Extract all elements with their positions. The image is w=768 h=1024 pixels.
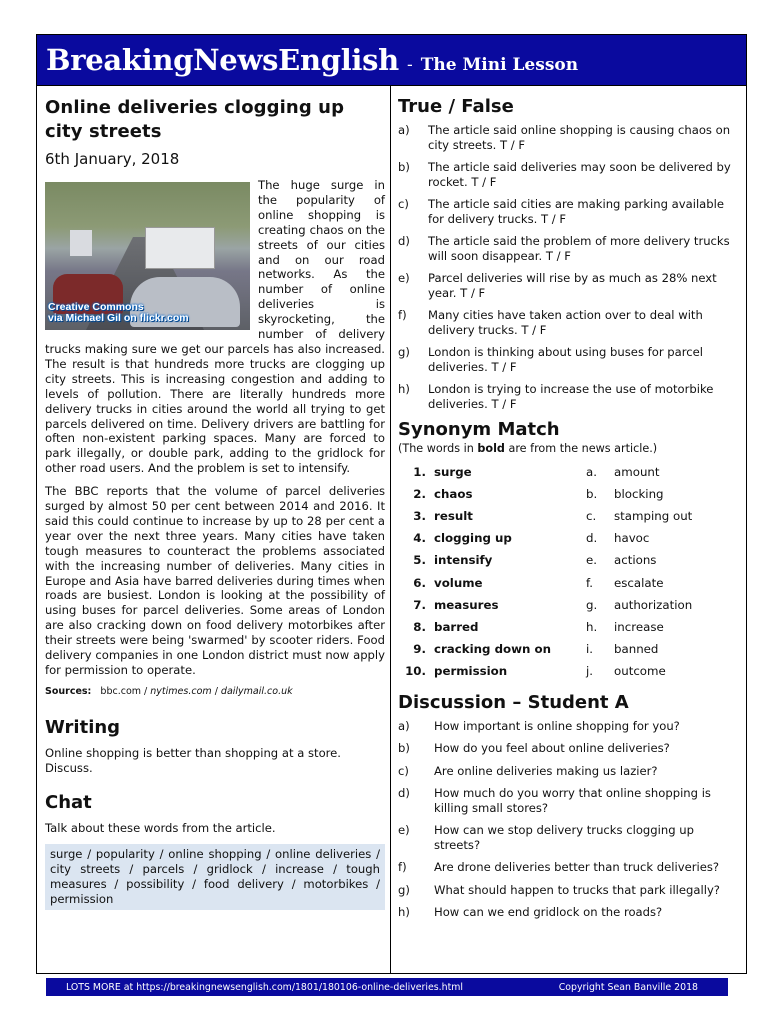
list-item: d) How much do you worry that online shopping is killing small stores? — [398, 786, 711, 815]
discussion-heading: Discussion – Student A — [398, 691, 629, 713]
right-column — [398, 96, 740, 928]
footer-copyright: Copyright Sean Banville 2018 — [558, 981, 698, 993]
footer-link[interactable]: LOTS MORE at https://breakingnewsenglish.com/1801/180106-online-deliveries.html — [66, 981, 464, 993]
true-false-list — [398, 123, 740, 411]
list-item: b) The article said deliveries may soon be delivered by rocket. T / F — [398, 160, 731, 189]
list-item: a) The article said online shopping is causing chaos on city streets. T / F — [398, 123, 731, 152]
table-row: 2. chaos b. blocking — [413, 487, 664, 502]
writing-heading: Writing — [45, 716, 121, 738]
table-row: 10. permission j. outcome — [405, 663, 666, 678]
discussion-list — [398, 719, 740, 920]
list-item: b) How do you feel about online deliveries? — [398, 741, 670, 756]
banner-separator: - — [406, 55, 413, 75]
list-item: g) What should happen to trucks that park illegally? — [398, 882, 720, 897]
article-date: 6th January, 2018 — [45, 150, 180, 168]
list-item: e) How can we stop delivery trucks clogging up streets? — [398, 823, 694, 852]
source-link[interactable]: bbc.com — [100, 685, 142, 697]
table-row: 8. barred h. increase — [413, 619, 664, 634]
chat-word-box: surge / popularity / online shopping / online deliveries / city streets / parcels / gridlock / increase / tough measures / possibility / food delivery / motorbikes / permission — [45, 844, 385, 910]
brand-name: BreakingNewsEnglish — [46, 43, 399, 77]
column-divider — [390, 86, 391, 974]
list-item: h) How can we end gridlock on the roads? — [398, 905, 663, 920]
synonym-note: (The words in bold are from the news article.) — [398, 442, 658, 455]
footer-bar — [46, 978, 728, 996]
left-column — [45, 96, 385, 910]
table-row: 5. intensify e. actions — [413, 553, 657, 568]
article-paragraph: The huge surge in the popularity of online shopping is creating chaos on the streets of our cities and on our road networks. As the number of online deliveries is skyrocketing, the number of delivery trucks making sure we get our parcels has also increased. The result is that hundreds more trucks are clogging up city streets. This is increasing congestion and adding to levels of pollution. There are literally hundreds more delivery trucks in cities around the world all trying to get parcels delivered on time. Delivery drivers are battling for often non-existent parking spaces. Many are forced to park illegally, or double park, adding to the gridlock for other road users. And the problem is set to intensify. — [45, 178, 385, 476]
article-paragraph: The BBC reports that the volume of parcel deliveries surged by almost 50 per cent between 2014 and 2016. It said this could continue to increase by up to 28 per cent a year over the next three years. Many cities have taken tough measures to counteract the problems associated with the increasing number of deliveries. Many cities in Europe and Asia have barred deliveries during times when roads are busiest. London is looking at the possibility of using buses for parcel deliveries. Some areas of London are also cracking down on food delivery motorbikes after their streets were being 'swarmed' by scooter riders. Food delivery companies in one London district must now apply for permission to operate. — [45, 484, 385, 677]
chat-heading: Chat — [45, 791, 92, 813]
list-item: c) Are online deliveries making us lazier? — [398, 763, 658, 778]
table-row: 9. cracking down on i. banned — [413, 641, 659, 656]
list-item: e) Parcel deliveries will rise by as much as 28% next year. T / F — [398, 271, 717, 300]
list-item: d) The article said the problem of more delivery trucks will soon disappear. T / F — [398, 234, 730, 263]
list-item: a) How important is online shopping for you? — [398, 718, 680, 733]
sources-line: Sources: bbc.com / nytimes.com / dailymail.co.uk — [45, 685, 293, 697]
table-row: 7. measures g. authorization — [413, 597, 693, 612]
photo-credit: Creative Commons via Michael Gil on flickr.com — [48, 301, 189, 324]
header-banner — [36, 34, 747, 86]
list-item: f) Many cities have taken action over to deal with delivery trucks. T / F — [398, 308, 703, 337]
table-row: 6. volume f. escalate — [413, 575, 664, 590]
true-false-heading: True / False — [398, 96, 514, 117]
list-item: h) London is trying to increase the use of motorbike deliveries. T / F — [398, 382, 714, 411]
banner-subtitle: The Mini Lesson — [420, 55, 579, 75]
table-row: 4. clogging up d. havoc — [413, 531, 650, 546]
writing-prompt: Online shopping is better than shopping at a store. Discuss. — [45, 745, 341, 775]
synonym-heading: Synonym Match — [398, 419, 560, 440]
source-link[interactable]: dailymail.co.uk — [220, 685, 293, 697]
sources-label: Sources: — [45, 685, 92, 697]
list-item: g) London is thinking about using buses for parcel deliveries. T / F — [398, 345, 703, 374]
article-body — [45, 178, 385, 678]
table-row: 3. result c. stamping out — [413, 509, 693, 524]
list-item: f) Are drone deliveries better than truck deliveries? — [398, 860, 720, 875]
table-row: 1. surge a. amount — [413, 465, 660, 480]
source-link[interactable]: nytimes.com — [150, 685, 212, 697]
list-item: c) The article said cities are making parking available for delivery trucks. T / F — [398, 197, 724, 226]
article-title: Online deliveries clogging up city streets — [45, 97, 345, 142]
traffic-photo — [45, 182, 250, 330]
synonym-table — [398, 461, 740, 682]
chat-intro: Talk about these words from the article. — [45, 820, 276, 835]
